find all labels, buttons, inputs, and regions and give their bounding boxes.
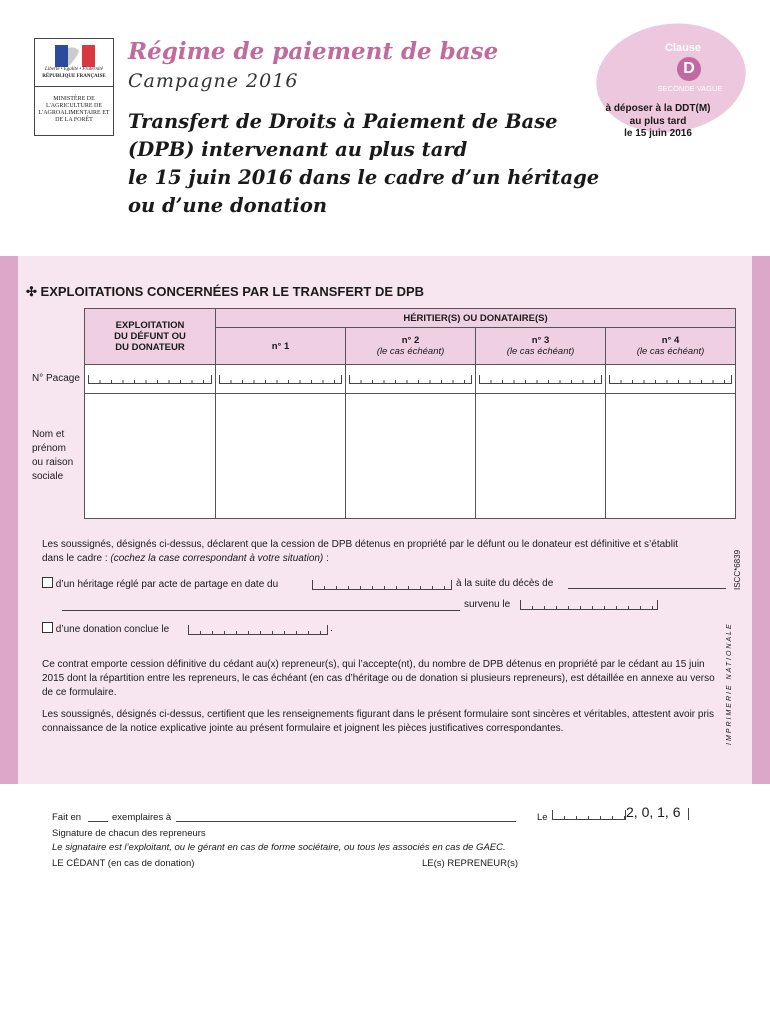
place-input[interactable] [176, 821, 516, 822]
name-field-heir-2[interactable] [346, 394, 476, 519]
name-field-deceased[interactable] [85, 394, 216, 519]
heir-number: n° 2 [401, 335, 420, 346]
col-header-deceased [85, 309, 216, 365]
deadline-line: à déposer à la DDT(M) [605, 103, 711, 114]
subtitle-line: Transfert de Droits à Paiement de Base [128, 110, 558, 133]
donation-label: d’une donation conclue le [55, 624, 170, 635]
made-in-text: Fait en [52, 812, 82, 823]
subtitle-line: (DPB) intervenant au plus tard [128, 138, 468, 161]
signatory-note: Le signataire est l’exploitant, ou le gérant en cas de forme sociétaire, ou tous les associés en cas de GAEC. [52, 842, 506, 853]
pacage-comb-input[interactable] [219, 375, 342, 384]
signature-date-input[interactable] [552, 810, 626, 820]
col-header-heir-4 [606, 328, 736, 365]
row-label-name [32, 428, 73, 484]
pacage-field-heir-1[interactable] [216, 365, 346, 394]
year-box-end [688, 808, 689, 820]
subtitle-line: ou d’une donation [128, 194, 327, 217]
col-header-line: DU DÉFUNT OU [114, 331, 186, 342]
certification-paragraph: Les soussignés, désignés ci-dessus, certifient que les renseignements figurant dans le présent formulaire sont sincères et véritables, attestent avoir pris connaissance de la notice explicative jointe au présent formulaire et joignent les pièces justificatives correspondantes. [42, 709, 715, 734]
row-label-line: sociale [32, 471, 64, 482]
donation-option [42, 622, 169, 637]
pacage-comb-input[interactable] [88, 375, 212, 384]
pacage-field-heir-3[interactable] [476, 365, 606, 394]
heir-note: (le cas échéant) [376, 346, 445, 357]
intro-colon: : [323, 553, 329, 564]
logo-motto: Liberté • Égalité • Fraternité [45, 67, 103, 72]
right-edge-strip [752, 256, 770, 784]
name-field-heir-4[interactable] [606, 394, 736, 519]
left-edge-strip [0, 256, 18, 784]
form-title: Régime de paiement de base [128, 38, 499, 65]
col-header-heir-1 [216, 328, 346, 365]
heir-number: n° 4 [661, 335, 680, 346]
signature-label: Signature de chacun des repreneurs [52, 828, 206, 839]
col-header-line: DU DONATEUR [115, 342, 185, 353]
name-field-heir-1[interactable] [216, 394, 346, 519]
declaration-intro [42, 538, 732, 566]
row-label-pacage: N° Pacage [32, 373, 80, 384]
name-field-heir-3[interactable] [476, 394, 606, 519]
heir-note: (le cas échéant) [506, 346, 575, 357]
deceased-name-continuation-input[interactable] [62, 610, 460, 611]
ministry-logo [34, 38, 114, 136]
row-label-line: ou raison [32, 457, 74, 468]
made-in-label [52, 812, 81, 823]
cession-paragraph: Ce contrat emporte cession définitive du cédant au(x) repreneur(s), qui l’accepte(nt), du nombre de DPB détenus en propriété par le cédant au 15 juin 2015 dont la répartition entre les repreneurs, le cas échéant (en cas d’héritage ou de donation si plusieurs repreneurs), est détaillée en annexe au verso de ce formulaire. [42, 659, 715, 698]
intro-text: dans le cadre : [42, 553, 111, 564]
pacage-field-heir-4[interactable] [606, 365, 736, 394]
deadline-note [598, 103, 718, 141]
campaign-label: Campagne 2016 [128, 70, 299, 92]
logo-republic: RÉPUBLIQUE FRANÇAISE [42, 74, 106, 79]
heir-number: n° 1 [271, 340, 290, 352]
heir-number: n° 3 [531, 335, 550, 346]
date-label: Le [537, 812, 548, 823]
inheritance-label: d’un héritage réglé par acte de partage en date du [55, 579, 279, 590]
copies-count-input[interactable] [88, 821, 108, 822]
declaration-intro-line: Les soussignés, désignés ci-dessus, déclarent que la cession de DPB détenus en propriété par le défunt ou le donateur est définitive et s’établit [42, 539, 678, 550]
died-on-label: survenu le [464, 599, 511, 610]
inheritance-checkbox[interactable] [42, 577, 53, 588]
marianne-flag-icon [55, 45, 95, 67]
imprint-label: IMPRIMERIE NATIONALE [726, 622, 733, 745]
clause-letter-badge: D [677, 57, 701, 81]
donation-checkbox[interactable] [42, 622, 53, 633]
section-heading [26, 284, 424, 300]
logo-ministry: MINISTÈRE DE L'AGRICULTURE DE L'AGROALIMENTAIRE ET DE LA FORÊT [38, 96, 110, 123]
col-header-heir-3 [476, 328, 606, 365]
holdings-table [84, 308, 736, 519]
deadline-line: au plus tard [629, 115, 687, 127]
deadline-line: le 15 juin 2016 [624, 128, 692, 139]
col-header-heirs: HÉRITIER(S) OU DONATAIRE(S) [216, 309, 736, 328]
col-header-line: EXPLOITATION [115, 320, 185, 331]
intro-instruction: (cochez la case correspondant à votre situation) [110, 553, 324, 564]
section-heading-text: EXPLOITATIONS CONCERNÉES PAR LE TRANSFERT DE DPB [40, 284, 425, 299]
cross-ornament-icon: ✣ [26, 284, 37, 299]
death-of-label: à la suite du décès de [456, 578, 554, 589]
donation-date-input[interactable] [188, 625, 328, 635]
declaration-intro-line-2 [42, 552, 732, 566]
donation-period: . [330, 623, 333, 634]
form-reference: ISCC*6839 [733, 549, 742, 590]
col-header-heir-2 [346, 328, 476, 365]
logo-divider [35, 86, 113, 87]
inheritance-option [42, 577, 278, 592]
repreneurs-signature-label: LE(s) REPRENEUR(s) [422, 858, 519, 869]
year-prefill: 2, 0, 1, 6 [626, 804, 681, 820]
row-label-line: prénom [32, 443, 66, 454]
pacage-field-deceased[interactable] [85, 365, 216, 394]
partition-date-input[interactable] [312, 580, 452, 590]
row-label-line: Nom et [32, 429, 65, 440]
deceased-name-input[interactable] [568, 588, 726, 589]
clause-label: Clause [664, 42, 702, 54]
pacage-comb-input[interactable] [609, 375, 732, 384]
cedant-signature-label: LE CÉDANT (en cas de donation) [52, 858, 195, 869]
form-subtitle [128, 108, 628, 220]
pacage-comb-input[interactable] [479, 375, 602, 384]
heir-note: (le cas échéant) [636, 346, 705, 357]
clause-wave: SECONDE VAGUE [657, 84, 723, 93]
pacage-comb-input[interactable] [349, 375, 472, 384]
pacage-field-heir-2[interactable] [346, 365, 476, 394]
subtitle-line: le 15 juin 2016 dans le cadre d’un héritage [128, 166, 600, 189]
death-date-input[interactable] [520, 600, 658, 610]
copies-at-label: exemplaires à [112, 812, 172, 823]
